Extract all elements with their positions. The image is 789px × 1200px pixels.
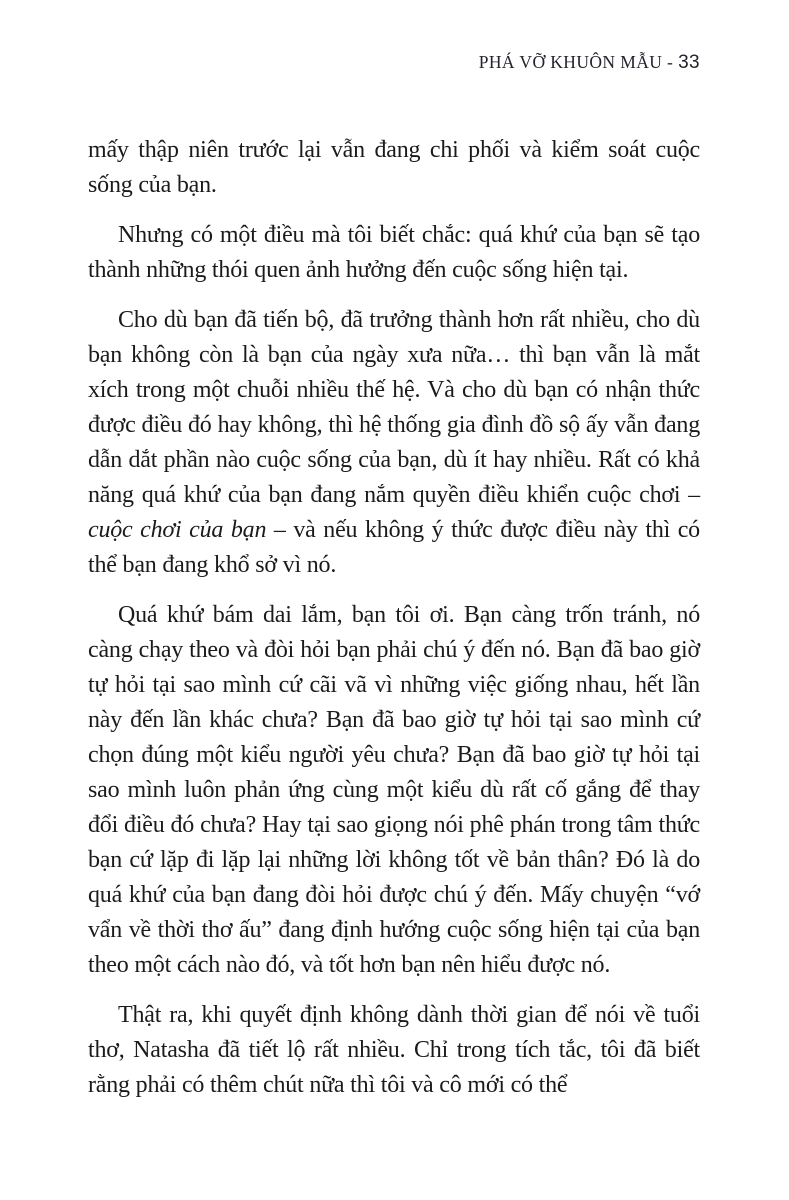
paragraph [88,303,700,583]
paragraph [88,598,700,983]
paragraph-text: mấy thập niên trước lại vẫn đang chi phối và kiểm soát cuộc sống của bạn. [88,137,700,198]
paragraph-text: Thật ra, khi quyết định không dành thời gian để nói về tuổi thơ, Natasha đã tiết lộ rất nhiều. Chỉ trong tích tắc, tôi đã biết rằng phải có thêm chút nữa thì tôi và cô mới có thể [88,1002,700,1098]
paragraph [88,998,700,1103]
page-header [88,52,700,74]
running-title: PHÁ VỠ KHUÔN MẪU [478,52,663,72]
paragraph-text: – và nếu không ý thức được điều này thì có thể bạn đang khổ sở vì nó. [88,517,700,578]
paragraph-text: Cho dù bạn đã tiến bộ, đã trưởng thành hơn rất nhiều, cho dù bạn không còn là bạn của ngày xưa nữa… thì bạn vẫn là mắt xích trong một chuỗi nhiều thế hệ. Và cho dù bạn có nhận thức được điều đó hay không, thì hệ thống gia đình đồ sộ ấy vẫn đang dẫn dắt phần nào cuộc sống của bạn, dù ít hay nhiều. Rất có khả năng quá khứ của bạn đang nắm quyền điều khiển cuộc chơi – [88,307,700,508]
paragraph-text: Nhưng có một điều mà tôi biết chắc: quá khứ của bạn sẽ tạo thành những thói quen ảnh hưởng đến cuộc sống hiện tại. [88,222,700,283]
paragraph-italic-phrase: cuộc chơi của bạn [88,517,267,543]
page-body [88,133,700,1118]
paragraph [88,133,700,203]
page-number: 33 [678,52,700,73]
paragraph-text: Quá khứ bám dai lắm, bạn tôi ơi. Bạn càng trốn tránh, nó càng chạy theo và đòi hỏi bạn phải chú ý đến nó. Bạn đã bao giờ tự hỏi tại sao mình cứ cãi vã vì những việc giống nhau, hết lần này đến lần khác chưa? Bạn đã bao giờ tự hỏi tại sao mình cứ chọn đúng một kiểu người yêu chưa? Bạn đã bao giờ tự hỏi tại sao mình luôn phản ứng cùng một kiểu dù rất cố gắng để thay đổi điều đó chưa? Hay tại sao giọng nói phê phán trong tâm thức bạn cứ lặp đi lặp lại những lời không tốt về bản thân? Đó là do quá khứ của bạn đang đòi hỏi được chú ý đến. Mấy chuyện “vớ vẩn về thời thơ ấu” đang định hướng cuộc sống hiện tại của bạn theo một cách nào đó, và tốt hơn bạn nên hiểu được nó. [88,602,700,978]
paragraph [88,218,700,288]
header-separator: - [662,52,679,72]
